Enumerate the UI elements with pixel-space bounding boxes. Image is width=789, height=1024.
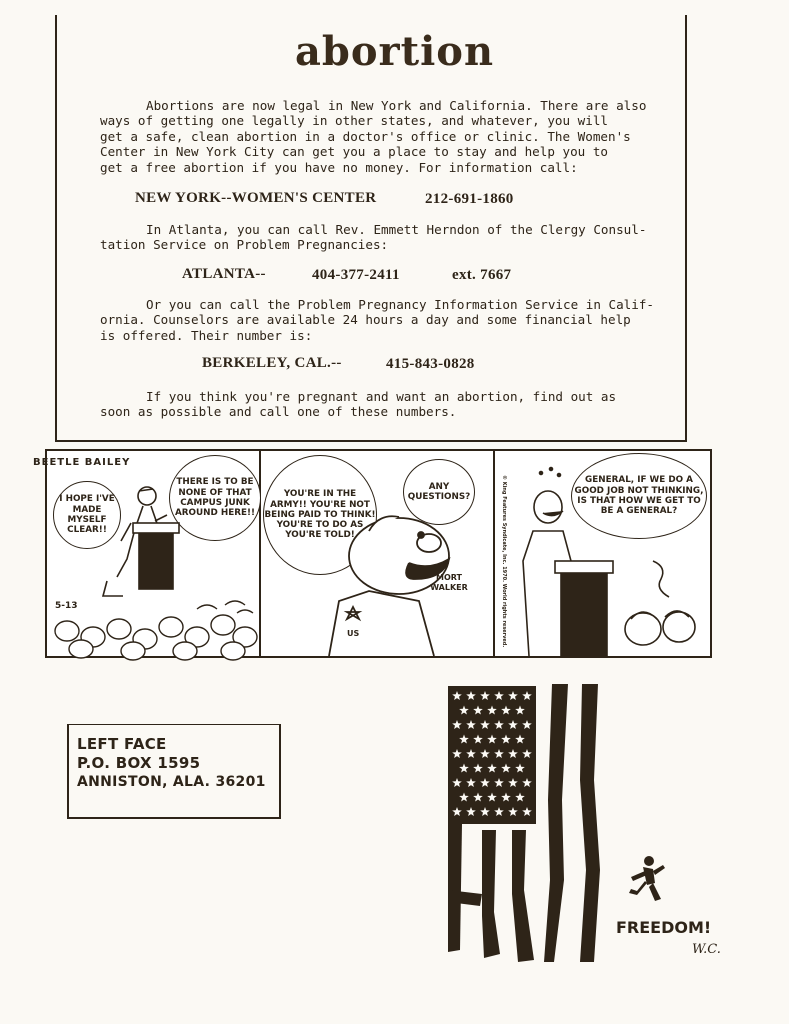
atlanta-line: tation Service on Problem Pregnancies:	[100, 237, 389, 253]
berkeley-phone: 415-843-0828	[386, 356, 475, 372]
abortion-heading: abortion	[294, 28, 495, 75]
running-man-icon	[625, 855, 665, 907]
podium-and-soldiers-drawing	[493, 451, 710, 656]
atlanta-line: In Atlanta, you can call Rev. Emmett Herndon of the Clergy Consul-	[146, 222, 647, 237]
campus-speech-bubble: THERE IS TO BE NONE OF THAT CAMPUS JUNK AROUND HERE!!	[169, 455, 261, 541]
intro-line: Center in New York City can get you a place to stay and help you to	[100, 144, 608, 160]
intro-line: get a safe, clean abortion in a doctor's office or clinic. The Women's	[100, 128, 631, 144]
closing-line: soon as possible and call one of these numbers.	[100, 404, 457, 420]
comic-panel-3	[493, 451, 710, 656]
questions-speech-bubble: ANY QUESTIONS?	[403, 459, 475, 525]
audience-crowd-drawing	[47, 591, 259, 656]
comic-date: 5-13	[55, 601, 78, 611]
address-line-org: LEFT FACE	[77, 735, 167, 753]
general-closeup-drawing	[259, 451, 493, 656]
atlanta-paragraph	[100, 222, 665, 253]
hope-speech-bubble: I HOPE I'VE MADE MYSELF CLEAR!!	[53, 481, 121, 549]
comic-title: BEETLE BAILEY	[33, 457, 131, 468]
closing-line: If you think you're pregnant and want an abortion, find out as	[146, 389, 617, 404]
california-line: is offered. Their number is:	[100, 327, 313, 343]
artist-initials: W.C.	[692, 942, 721, 957]
atlanta-phone: 404-377-2411	[312, 267, 400, 283]
beetle-bailey-comic	[33, 449, 712, 658]
california-paragraph	[100, 297, 665, 343]
intro-line: ways of getting one legally in other states, and whatever, you will	[100, 113, 608, 129]
closing-paragraph	[100, 389, 665, 420]
shoulder-badge: US	[347, 629, 360, 638]
intro-line: get a free abortion if you have no money. For information call:	[100, 159, 578, 175]
california-line: Or you can call the Problem Pregnancy Information Service in Calif-	[146, 297, 654, 312]
ny-label: NEW YORK--WOMEN'S CENTER	[135, 190, 377, 206]
mailing-address-box	[67, 724, 281, 819]
comic-copyright: © King Features Syndicate, Inc. 1970. World rights reserved.	[501, 475, 507, 648]
freedom-caption: FREEDOM!	[616, 918, 712, 937]
california-line: ornia. Counselors are available 24 hours a day and some financial help	[100, 312, 631, 328]
atlanta-label: ATLANTA--	[182, 266, 266, 282]
ny-phone: 212-691-1860	[425, 191, 514, 207]
address-line-city: ANNISTON, ALA. 36201	[77, 774, 266, 790]
comic-panel-1	[33, 451, 261, 656]
address-line-pobox: P.O. BOX 1595	[77, 754, 201, 772]
broken-flag-artwork	[440, 680, 620, 970]
comic-panel-2	[259, 451, 495, 656]
berkeley-label: BERKELEY, CAL.--	[202, 355, 342, 371]
army-speech-bubble: YOU'RE IN THE ARMY!! YOU'RE NOT BEING PAID TO THINK! YOU'RE TO DO AS YOU'RE TOLD!	[263, 455, 377, 575]
general-question-bubble: GENERAL, IF WE DO A GOOD JOB NOT THINKING, IS THAT HOW WE GET TO BE A GENERAL?	[571, 453, 707, 539]
intro-paragraph	[100, 98, 665, 175]
intro-line: Abortions are now legal in New York and California. There are also	[146, 98, 647, 113]
atlanta-ext: ext. 7667	[452, 267, 512, 283]
artist-signature: MORT WALKER	[430, 573, 468, 592]
